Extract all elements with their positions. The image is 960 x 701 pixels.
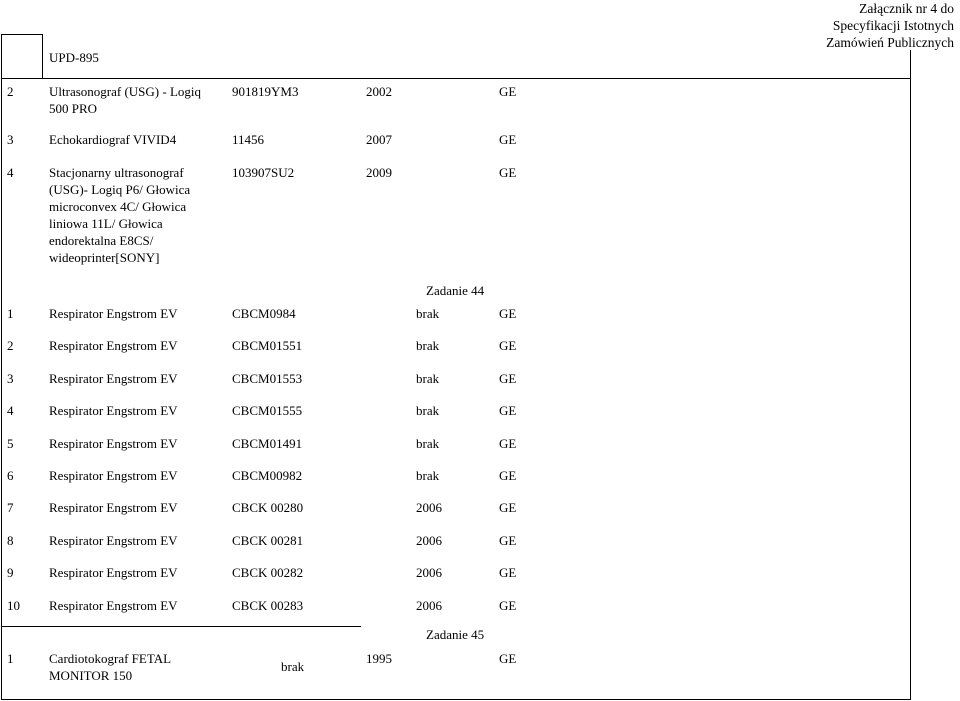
serial-number: 103907SU2 bbox=[232, 165, 295, 180]
device-name: Respirator Engstrom EV bbox=[49, 468, 178, 483]
device-name: Respirator Engstrom EV bbox=[49, 403, 178, 419]
table-left-border bbox=[1, 34, 2, 700]
manufacturer: GE bbox=[499, 306, 517, 321]
manufacturer: GE bbox=[499, 338, 517, 354]
manufacturer: GE bbox=[499, 403, 517, 419]
row-number: 4 bbox=[7, 403, 14, 419]
device-name: Respirator Engstrom EV bbox=[49, 306, 178, 321]
manufacturer: GE bbox=[499, 500, 517, 516]
manufacturer: GE bbox=[499, 165, 517, 180]
section45-title: Zadanie 45 bbox=[426, 627, 485, 642]
production-year: 2006 bbox=[416, 565, 442, 581]
row-number: 5 bbox=[7, 435, 14, 451]
attachment-note-line1: Załącznik nr 4 do bbox=[859, 1, 954, 16]
row-number: 8 bbox=[7, 532, 14, 548]
serial-number: CBCK 00281 bbox=[232, 532, 304, 548]
table-bottom-border bbox=[1, 699, 911, 700]
device-name: Respirator Engstrom EV bbox=[49, 500, 178, 516]
device-name: Echokardiograf VIVID4 bbox=[49, 132, 177, 147]
serial-number: CBCK 00283 bbox=[232, 597, 304, 613]
device-model-label: UPD-895 bbox=[49, 50, 99, 65]
column-divider-name bbox=[42, 34, 43, 78]
manufacturer: GE bbox=[499, 370, 517, 386]
section45-top-rule bbox=[1, 626, 361, 627]
production-year: brak bbox=[416, 338, 440, 354]
row-number: 4 bbox=[7, 165, 14, 180]
production-year: brak bbox=[416, 370, 440, 386]
attachment-note-line3: Zamówień Publicznych bbox=[826, 35, 954, 50]
manufacturer: GE bbox=[499, 597, 517, 613]
device-name: Respirator Engstrom EV bbox=[49, 532, 178, 548]
production-year: 2002 bbox=[366, 84, 392, 99]
manufacturer: GE bbox=[499, 651, 517, 666]
serial-number: CBCM01553 bbox=[232, 370, 303, 386]
row-number: 2 bbox=[7, 84, 14, 99]
device-name: Stacjonarny ultrasonograf (USG)- Logiq P6/ Głowica microconvex 4C/ Głowica liniowa 11L/ Głowica endorektalna E8CS/ wideoprinter[SONY] bbox=[49, 165, 191, 265]
device-name: Respirator Engstrom EV bbox=[49, 370, 178, 386]
row-number: 3 bbox=[7, 370, 14, 386]
device-name: Respirator Engstrom EV bbox=[49, 565, 178, 581]
device-name: Cardiotokograf FETAL MONITOR 150 bbox=[49, 651, 171, 683]
device-name: Respirator Engstrom EV bbox=[49, 435, 178, 451]
production-year: 2009 bbox=[366, 165, 392, 180]
attachment-note bbox=[826, 0, 954, 51]
attachment-note-line2: Specyfikacji Istotnych bbox=[832, 18, 954, 33]
row-number: 6 bbox=[7, 468, 14, 483]
manufacturer: GE bbox=[499, 468, 517, 483]
device-name: Ultrasonograf (USG) - Logiq 500 PRO bbox=[49, 84, 201, 116]
production-year: 2006 bbox=[416, 532, 442, 548]
serial-number: CBCK 00282 bbox=[232, 565, 304, 581]
row-number: 10 bbox=[7, 597, 20, 613]
row-number: 7 bbox=[7, 500, 14, 516]
device-name: Respirator Engstrom EV bbox=[49, 338, 178, 354]
production-year: brak bbox=[416, 403, 440, 419]
table-right-border bbox=[910, 50, 911, 700]
production-year: 1995 bbox=[366, 651, 392, 666]
row-number: 1 bbox=[7, 306, 14, 321]
table-top-border bbox=[1, 34, 42, 35]
production-year: brak bbox=[416, 435, 440, 451]
manufacturer: GE bbox=[499, 532, 517, 548]
row-number: 1 bbox=[7, 651, 14, 666]
manufacturer: GE bbox=[499, 565, 517, 581]
serial-number: 901819YM3 bbox=[232, 84, 299, 99]
row-number: 2 bbox=[7, 338, 14, 354]
serial-number: CBCM0984 bbox=[232, 306, 296, 321]
header-bottom-rule bbox=[1, 78, 911, 79]
serial-number: 11456 bbox=[232, 132, 265, 147]
row-number: 9 bbox=[7, 565, 14, 581]
production-year: 2006 bbox=[416, 500, 442, 516]
serial-number: CBCM01555 bbox=[232, 403, 303, 419]
section44-title: Zadanie 44 bbox=[426, 283, 485, 298]
row-number: 3 bbox=[7, 132, 14, 147]
serial-number: CBCM01491 bbox=[232, 435, 303, 451]
serial-number: CBCM00982 bbox=[232, 468, 303, 483]
manufacturer: GE bbox=[499, 84, 517, 99]
manufacturer: GE bbox=[499, 132, 517, 147]
production-year: brak bbox=[416, 306, 440, 321]
production-year: 2006 bbox=[416, 597, 442, 613]
production-year: 2007 bbox=[366, 132, 392, 147]
device-name: Respirator Engstrom EV bbox=[49, 597, 178, 613]
serial-number: CBCM01551 bbox=[232, 338, 303, 354]
production-year: brak bbox=[416, 468, 440, 483]
serial-number: brak bbox=[281, 659, 305, 674]
manufacturer: GE bbox=[499, 435, 517, 451]
serial-number: CBCK 00280 bbox=[232, 500, 304, 516]
